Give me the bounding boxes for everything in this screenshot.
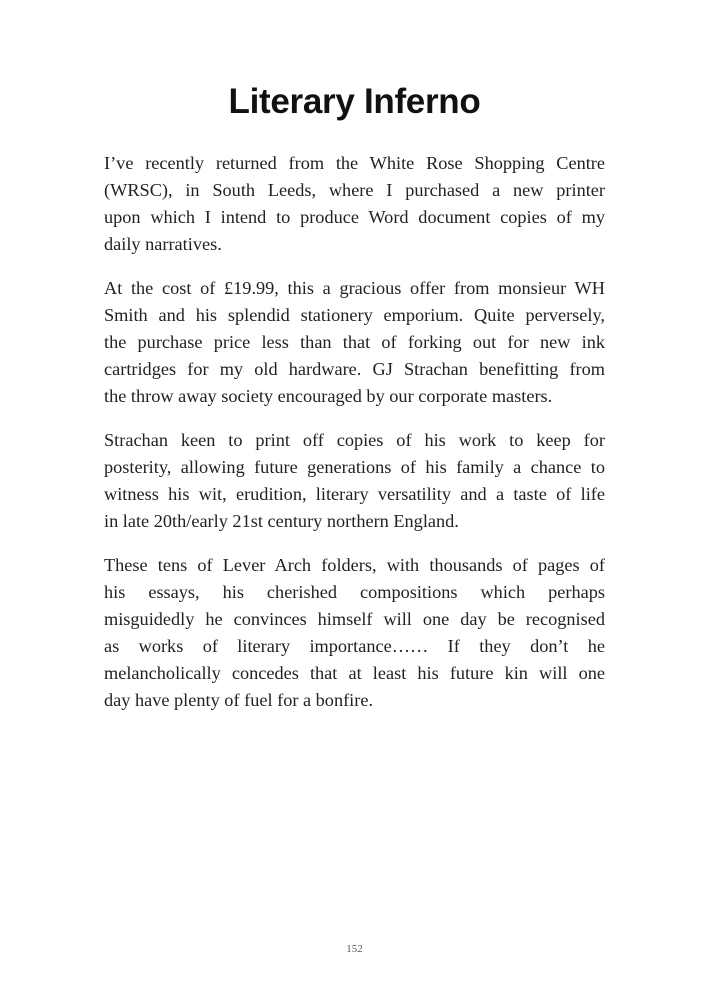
text-line: Strachan keen to print off copies of his work to keep for bbox=[104, 430, 605, 450]
page-title: Literary Inferno bbox=[228, 82, 481, 121]
text-line: day have plenty of fuel for a bonfire. bbox=[104, 690, 374, 710]
text-line: the purchase price less than that of forking out for new ink bbox=[104, 332, 605, 352]
text-line: his essays, his cherished compositions which perhaps bbox=[104, 582, 605, 602]
text-line: misguidedly he convinces himself will one day be recognised bbox=[104, 609, 605, 629]
text-line: witness his wit, erudition, literary versatility and a taste of life bbox=[104, 484, 605, 504]
text-line: cartridges for my old hardware. GJ Strachan benefitting from bbox=[104, 359, 605, 379]
text-line: melancholically concedes that at least his future kin will one bbox=[104, 663, 605, 683]
paragraph bbox=[104, 427, 605, 535]
text-line: daily narratives. bbox=[104, 234, 222, 254]
text-line: in late 20th/early 21st century northern England. bbox=[104, 511, 459, 531]
text-line: I’ve recently returned from the White Rose Shopping Centre bbox=[104, 153, 605, 173]
paragraph bbox=[104, 275, 605, 410]
text-line: upon which I intend to produce Word document copies of my bbox=[104, 207, 605, 227]
text-line: the throw away society encouraged by our corporate masters. bbox=[104, 386, 553, 406]
text-line: posterity, allowing future generations of his family a chance to bbox=[104, 457, 605, 477]
paragraph bbox=[104, 150, 605, 258]
text-line: These tens of Lever Arch folders, with thousands of pages of bbox=[104, 555, 605, 575]
text-line: At the cost of £19.99, this a gracious offer from monsieur WH bbox=[104, 278, 605, 298]
paragraph bbox=[104, 552, 605, 714]
text-line: (WRSC), in South Leeds, where I purchased a new printer bbox=[104, 180, 605, 200]
page-number: 152 bbox=[346, 943, 363, 955]
text-line: Smith and his splendid stationery emporium. Quite perversely, bbox=[104, 305, 605, 325]
text-line: as works of literary importance…… If they don’t he bbox=[104, 636, 605, 656]
document-body bbox=[104, 150, 605, 731]
